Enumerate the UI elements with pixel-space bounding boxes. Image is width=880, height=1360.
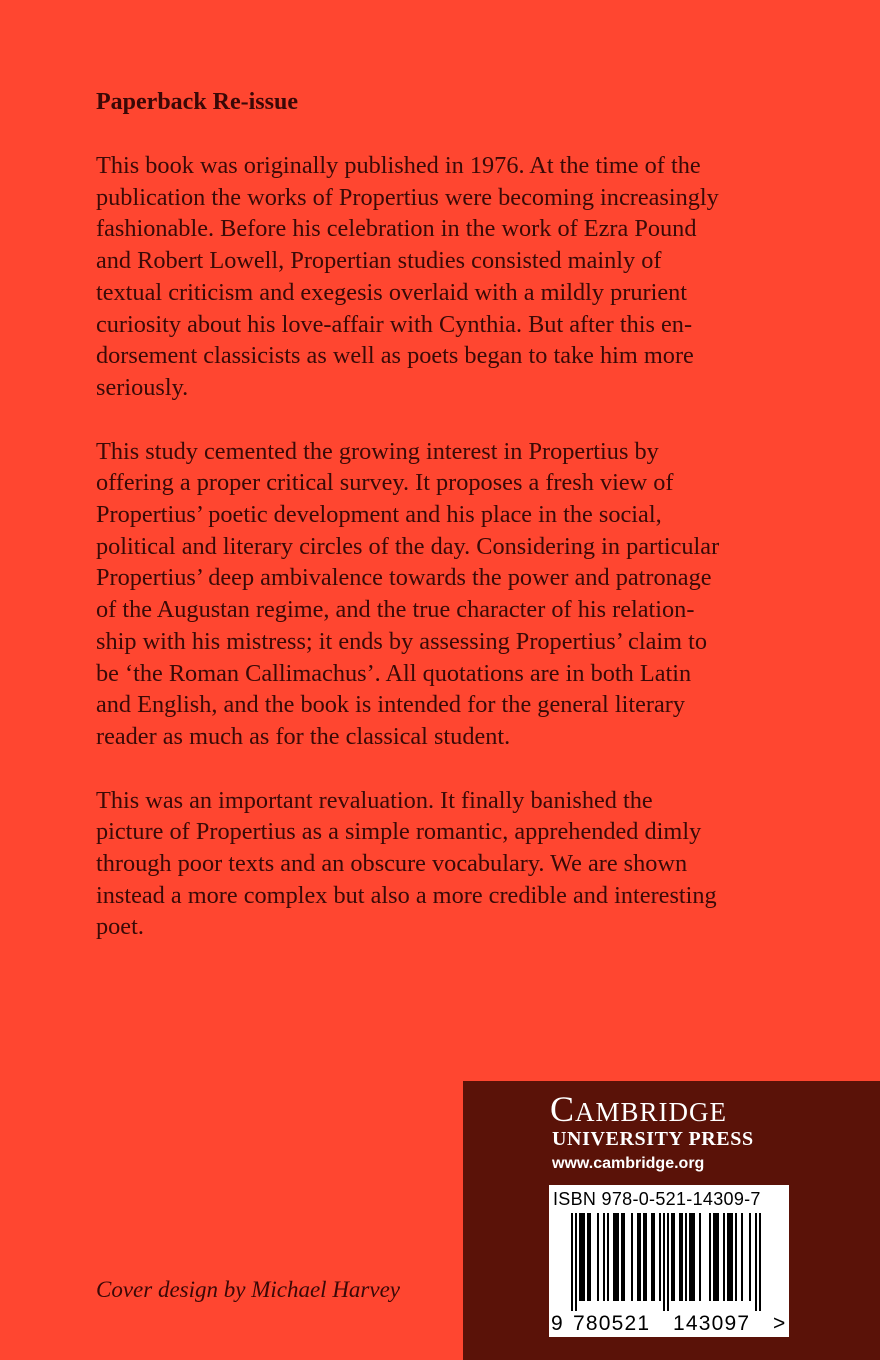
barcode-bar [637,1213,639,1301]
barcode-bar [575,1213,577,1311]
barcode-bar [587,1213,589,1301]
barcode-bar [639,1213,641,1301]
text-line: instead a more complex but also a more credible and interesting [96,881,717,909]
barcode-bar [693,1213,695,1301]
text-line: This was an important revaluation. It finally banished the [96,786,653,814]
barcode-bar [645,1213,647,1301]
text-line: political and literary circles of the day. Considering in particular [96,532,720,560]
back-cover-text [96,86,796,975]
barcode-bar [735,1213,737,1301]
text-line: publication the works of Propertius were becoming increasingly [96,183,719,211]
barcode-bar [685,1213,687,1301]
barcode-bar [621,1213,623,1301]
ean-first-digit: 9 [551,1312,563,1335]
barcode-bar [615,1213,617,1301]
barcode-bar [723,1213,725,1301]
isbn-label: ISBN 978-0-521-14309-7 [553,1189,761,1209]
text-line: poet. [96,913,144,941]
barcode-bar [613,1213,615,1301]
barcode-bar [749,1213,751,1301]
barcode-bars-icon [549,1213,789,1313]
barcode-bar [643,1213,645,1301]
barcode-bar [583,1213,585,1301]
barcode-bar [651,1213,653,1301]
text-line: and Robert Lowell, Propertian studies consisted mainly of [96,247,662,275]
barcode-bar [691,1213,693,1301]
ean-right-group: 143097 [673,1312,751,1335]
barcode-bar [689,1213,691,1301]
text-line: dorsement classicists as well as poets began to take him more [96,342,694,370]
barcode-bar [659,1213,661,1301]
barcode-bar [741,1213,743,1301]
text-line: and English, and the book is intended for the general literary [96,691,686,719]
barcode-bar [713,1213,715,1301]
description-paragraph-1 [96,150,796,404]
barcode-bar [681,1213,683,1301]
text-line: Propertius’ deep ambivalence towards the power and patronage [96,564,712,592]
text-line: This book was originally published in 1976. At the time of the [96,152,701,179]
cover-design-credit: Cover design by Michael Harvey [96,1277,401,1302]
text-line: of the Augustan regime, and the true character of his relation- [96,596,695,624]
barcode-bar [671,1213,673,1301]
publisher-panel [463,1081,880,1360]
barcode-bar [663,1213,665,1311]
barcode-bar [729,1213,731,1301]
barcode-bar [581,1213,583,1301]
ean-quiet-zone-marker: > [773,1312,786,1335]
barcode-bar [617,1213,619,1301]
text-line: fashionable. Before his celebration in the work of Ezra Pound [96,215,697,243]
barcode-bar [631,1213,633,1301]
barcode-bar [623,1213,625,1301]
barcode-bar [589,1213,591,1301]
barcode-bar [607,1213,609,1301]
publisher-subtitle: UNIVERSITY PRESS [552,1128,754,1150]
publisher-url: www.cambridge.org [552,1155,705,1172]
barcode-bar [603,1213,605,1301]
barcode-bar [731,1213,733,1301]
description-paragraph-3 [96,785,796,944]
barcode-bar [667,1213,669,1311]
barcode-bar [699,1213,701,1301]
description-paragraph-2 [96,436,796,753]
text-line: textual criticism and exegesis overlaid with a mildly prurient [96,278,688,306]
text-line: ship with his mistress; it ends by assessing Propertius’ claim to [96,627,707,655]
barcode-bar [759,1213,761,1311]
barcode-bar [597,1213,599,1301]
barcode-bar [727,1213,729,1301]
barcode-bar [571,1213,573,1311]
publisher-name-initial: C [550,1089,576,1129]
publisher-name [550,1089,850,1132]
text-line: Propertius’ poetic development and his place in the social, [96,501,662,529]
barcode-bar [679,1213,681,1301]
reissue-heading: Paperback Re-issue [96,89,298,115]
text-line: seriously. [96,373,189,401]
barcode-bar [709,1213,711,1301]
text-line: This study cemented the growing interest in Propertius by [96,437,659,465]
text-line: offering a proper critical survey. It proposes a fresh view of [96,469,674,497]
text-line: reader as much as for the classical student. [96,722,511,750]
text-line: curiosity about his love-affair with Cynthia. But after this en- [96,310,693,338]
text-line: through poor texts and an obscure vocabulary. We are shown [96,850,688,878]
barcode-bar [579,1213,581,1301]
barcode-bar [673,1213,675,1301]
text-line: be ‘the Roman Callimachus’. All quotations are in both Latin [96,659,692,687]
isbn-barcode [549,1185,789,1337]
barcode-bar [653,1213,655,1301]
barcode-bar [755,1213,757,1311]
barcode-bar [715,1213,717,1301]
ean-left-group: 780521 [573,1312,651,1335]
barcode-bar [717,1213,719,1301]
publisher-name-rest: AMBRIDGE [575,1097,728,1127]
text-line: picture of Propertius as a simple romantic, apprehended dimly [96,818,702,846]
